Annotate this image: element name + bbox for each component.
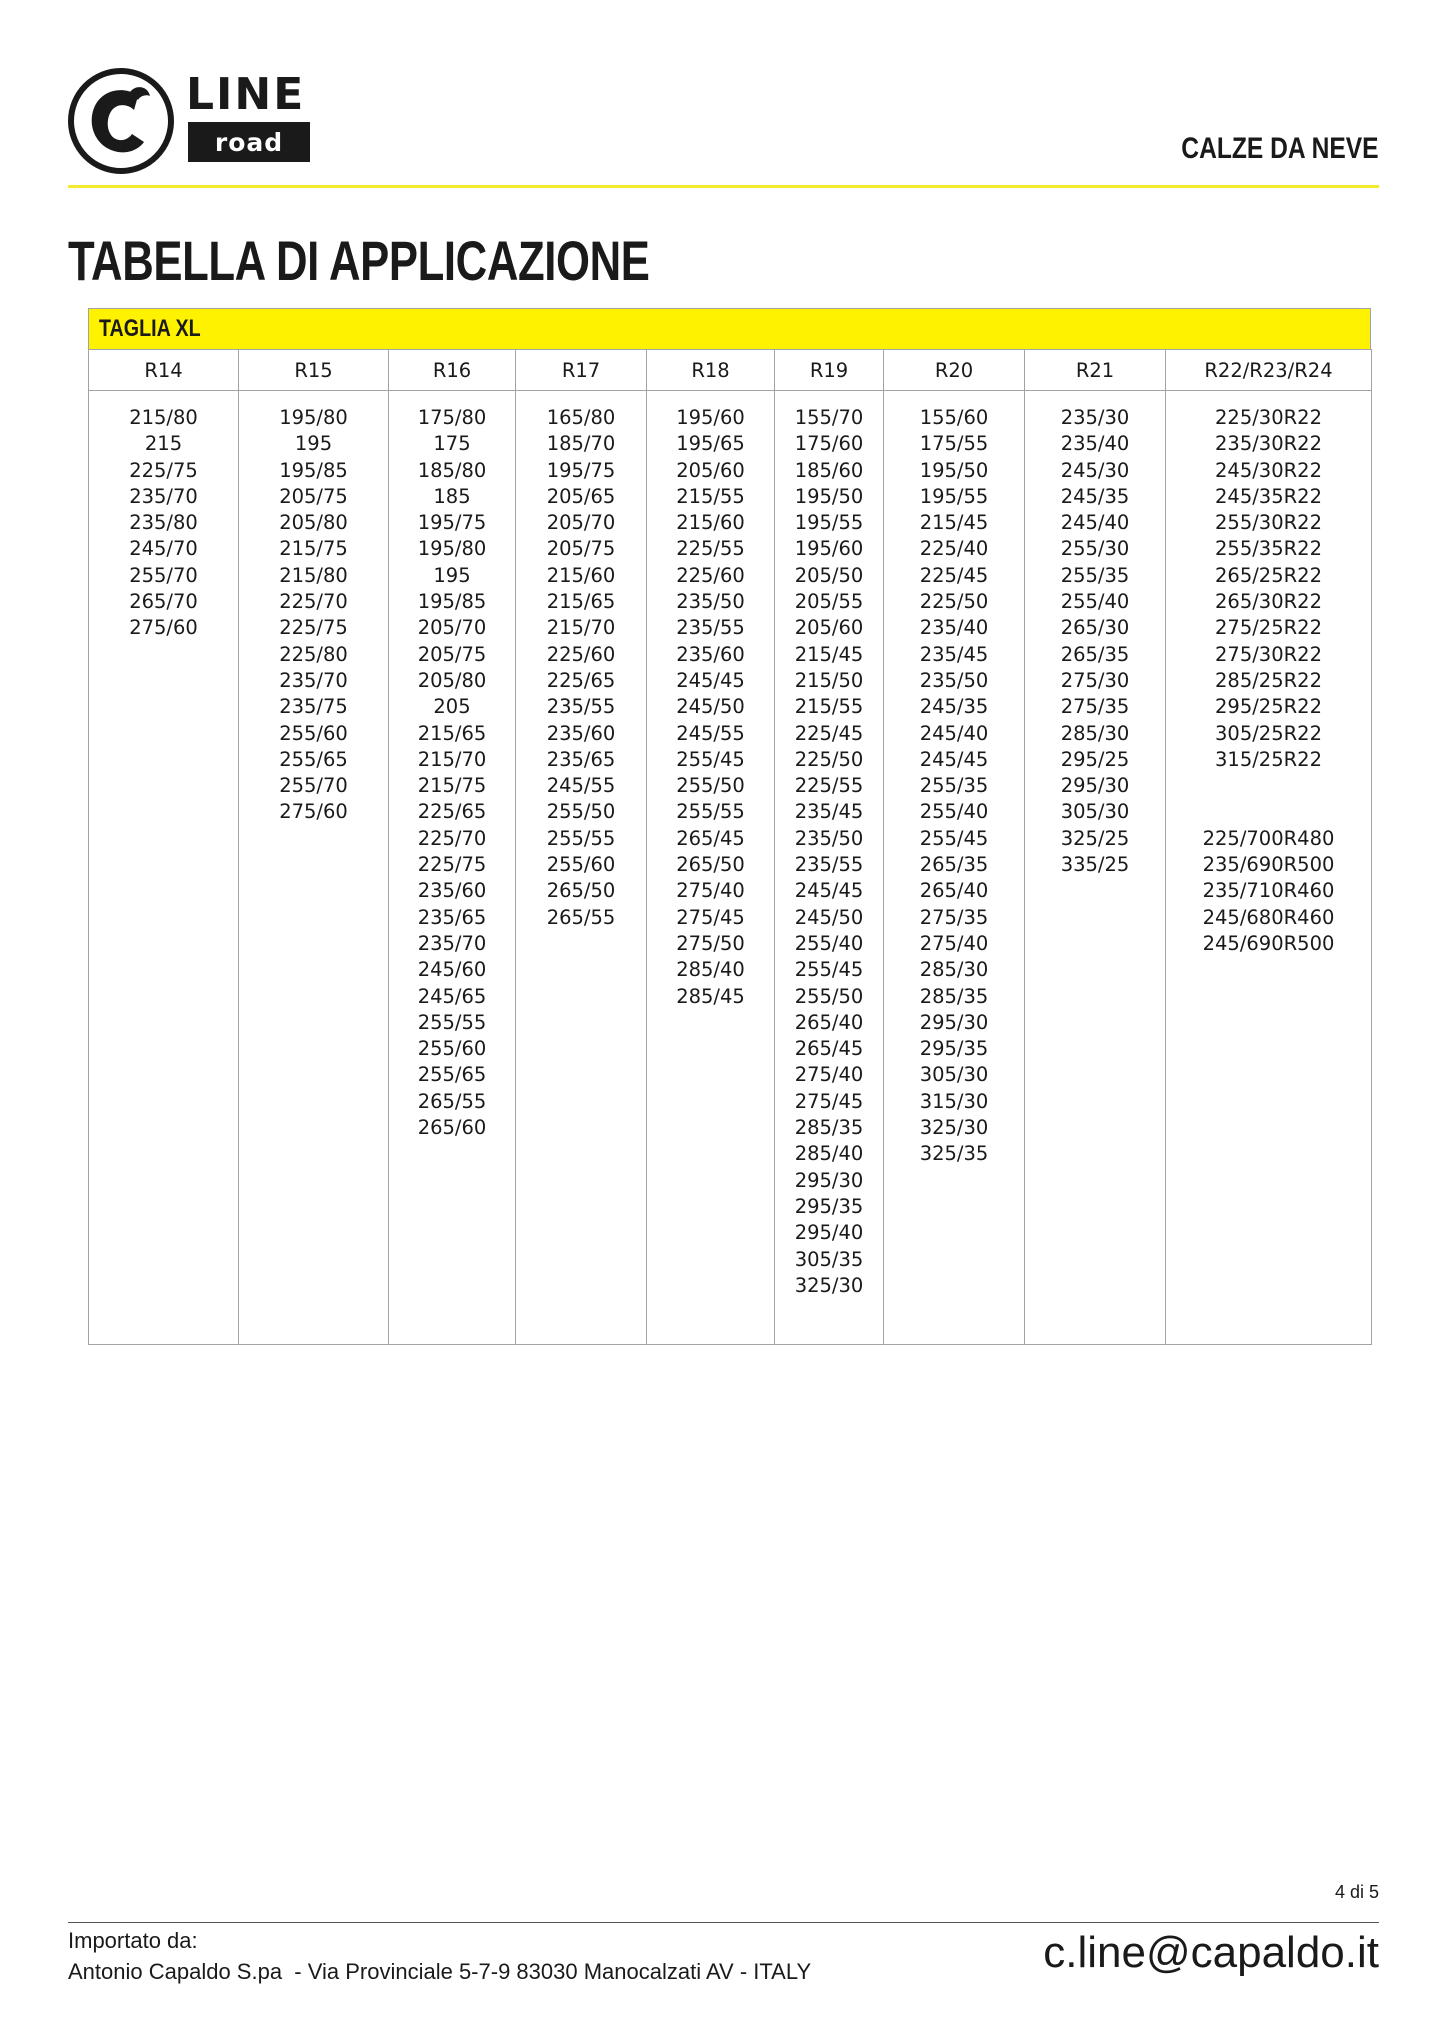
tire-size: 275/60 (279, 800, 348, 824)
tire-size: 235/75 (279, 695, 348, 719)
tire-size: 215/60 (676, 511, 745, 535)
table-header-row (89, 350, 1372, 391)
tire-size: 275/45 (794, 1089, 864, 1113)
tire-size: 225/65 (417, 800, 487, 824)
tire-size: 235/45 (919, 642, 989, 666)
tire-size: 245/35R22 (1215, 484, 1322, 508)
tire-size: 265/30R22 (1215, 590, 1322, 614)
tire-size: 195/80 (417, 537, 487, 561)
tire-size: 255/55 (676, 800, 745, 824)
tire-size: 265/35 (1060, 642, 1130, 666)
tire-size: 285/35 (794, 1116, 864, 1140)
tire-size: 325/30 (919, 1116, 989, 1140)
table-cell-r20 (884, 391, 1025, 1345)
tire-size: 225/80 (279, 642, 348, 666)
tire-size: 195/80 (279, 406, 348, 429)
tire-size: 305/30 (919, 1063, 989, 1087)
tire-size: 205/80 (417, 668, 487, 692)
tire-size: 325/35 (919, 1142, 989, 1166)
tire-size: 215/45 (919, 511, 989, 535)
tire-size: 255/50 (546, 800, 616, 824)
tire-size: 235/690R500 (1202, 853, 1335, 877)
table-row (89, 391, 1372, 1345)
tire-size: 315/25R22 (1215, 747, 1322, 771)
tire-size: 205/60 (794, 616, 864, 640)
tire-size: 275/25R22 (1215, 616, 1322, 640)
tire-size: 245/35 (919, 695, 989, 719)
tire-size: 215/55 (676, 484, 745, 508)
tire-size: 235/45 (794, 800, 864, 824)
tire-size: 185 (433, 484, 471, 508)
tire-size: 265/45 (794, 1037, 864, 1061)
column-header-r21: R21 (1025, 350, 1166, 391)
tire-size: 305/35 (794, 1247, 864, 1271)
tire-size: 265/40 (794, 1010, 864, 1034)
tire-size: 225/65 (546, 668, 616, 692)
tire-size: 215/75 (417, 774, 487, 798)
tire-size: 205 (433, 695, 471, 719)
tire-size: 235/80 (129, 511, 198, 535)
tire-size: 265/70 (129, 590, 198, 614)
tire-size: 275/40 (794, 1063, 864, 1087)
tire-size: 245/680R460 (1202, 905, 1335, 929)
tire-size: 255/30R22 (1215, 511, 1322, 535)
tire-size: 165/80 (546, 406, 616, 429)
tire-size: 255/60 (417, 1037, 487, 1061)
tire-size: 235/40 (919, 616, 989, 640)
tire-size: 255/45 (919, 826, 989, 850)
tire-size: 235/60 (676, 642, 745, 666)
tire-size: 205/70 (546, 511, 616, 535)
tire-size: 295/40 (794, 1221, 864, 1245)
tire-size: 235/50 (676, 590, 745, 614)
tire-size: 205/60 (676, 458, 745, 482)
tire-size: 255/45 (794, 958, 864, 982)
tire-size: 245/55 (676, 721, 745, 745)
page-number: 4 di 5 (1334, 1882, 1379, 1902)
tire-size: 255/55 (546, 826, 616, 850)
footer-divider (68, 1922, 1379, 1923)
tire-size: 215/80 (279, 563, 348, 587)
tire-size: 295/35 (919, 1037, 989, 1061)
tire-size: 185/80 (417, 458, 487, 482)
tire-size: 245/690R500 (1202, 931, 1335, 955)
tire-size: 275/40 (919, 931, 989, 955)
tire-size: 225/45 (919, 563, 989, 587)
tire-size: 235/70 (129, 484, 198, 508)
contact-email[interactable]: c.line@capaldo.it (1043, 1928, 1379, 1977)
tire-size: 195 (433, 563, 471, 587)
column-header-r16: R16 (389, 350, 516, 391)
logo-road-text: road (188, 122, 310, 162)
tire-size: 265/25R22 (1215, 563, 1322, 587)
tire-size: 255/65 (279, 747, 348, 771)
tire-size: 215/70 (546, 616, 616, 640)
tire-size: 235/70 (417, 931, 487, 955)
tire-size: 255/55 (417, 1010, 487, 1034)
tire-size: 225/75 (417, 853, 487, 877)
tire-size: 185/70 (546, 432, 616, 456)
size-banner (88, 308, 1371, 350)
tire-size: 235/50 (794, 826, 864, 850)
tire-size: 225/45 (794, 721, 864, 745)
column-header-r22-r23-r24: R22/R23/R24 (1166, 350, 1372, 391)
tire-size: 225/70 (417, 826, 487, 850)
tire-size: 245/50 (676, 695, 745, 719)
tire-size: 225/75 (129, 458, 198, 482)
tire-size: 185/60 (794, 458, 864, 482)
tire-size: 215/65 (546, 590, 616, 614)
tire-size: 245/40 (919, 721, 989, 745)
tire-size: 195 (294, 432, 333, 456)
tire-size: 205/80 (279, 511, 348, 535)
tire-size: 235/55 (794, 853, 864, 877)
tire-size: 215/45 (794, 642, 864, 666)
table-cell-r18 (647, 391, 775, 1345)
tire-size: 215/60 (546, 563, 616, 587)
tire-size: 255/45 (676, 747, 745, 771)
tire-size: 255/35 (1060, 563, 1130, 587)
tire-size: 205/75 (546, 537, 616, 561)
tire-size: 315/30 (919, 1089, 989, 1113)
tire-size: 205/55 (794, 590, 864, 614)
tire-size: 245/45 (794, 879, 864, 903)
tire-size: 235/70 (279, 668, 348, 692)
document-category: CALZE DA NEVE (1181, 132, 1379, 165)
column-header-r17: R17 (516, 350, 647, 391)
tire-size: 295/30 (794, 1168, 864, 1192)
tire-size: 265/40 (919, 879, 989, 903)
tire-size: 285/45 (676, 984, 745, 1008)
tire-size: 215/65 (417, 721, 487, 745)
tire-size: 295/25R22 (1215, 695, 1322, 719)
application-table (88, 349, 1372, 1345)
table-cell-r16 (389, 391, 516, 1345)
tire-size: 245/40 (1060, 511, 1130, 535)
tire-size: 175/60 (794, 432, 864, 456)
tire-size: 335/25 (1060, 853, 1130, 877)
tire-size: 215 (144, 432, 183, 456)
tire-size: 195/55 (919, 484, 989, 508)
brand-logo (68, 68, 318, 178)
tire-size: 225/55 (676, 537, 745, 561)
tire-size: 255/60 (546, 853, 616, 877)
tire-size: 245/30R22 (1215, 458, 1322, 482)
tire-size: 225/40 (919, 537, 989, 561)
header-divider (68, 185, 1379, 188)
tire-size: 245/70 (129, 537, 198, 561)
page-title: TABELLA DI APPLICAZIONE (68, 229, 650, 292)
tire-size: 255/40 (919, 800, 989, 824)
tire-size: 225/60 (676, 563, 745, 587)
size-label: TAGLIA XL (99, 315, 201, 342)
table-cell-r14 (89, 391, 239, 1345)
tire-size: 245/35 (1060, 484, 1130, 508)
tire-size: 245/45 (919, 747, 989, 771)
tire-size: 275/35 (1060, 695, 1130, 719)
tire-size: 235/30R22 (1215, 432, 1322, 456)
tire-size: 195/75 (546, 458, 616, 482)
tire-size: 175/55 (919, 432, 989, 456)
tire-size: 285/40 (794, 1142, 864, 1166)
tire-size: 255/70 (129, 563, 198, 587)
tire-size: 205/75 (417, 642, 487, 666)
tire-size: 255/70 (279, 774, 348, 798)
tire-size: 285/40 (676, 958, 745, 982)
tire-size: 245/55 (546, 774, 616, 798)
tire-size: 195/85 (417, 590, 487, 614)
tire-size: 255/40 (1060, 590, 1130, 614)
tire-size: 235/40 (1060, 432, 1130, 456)
tire-size: 265/55 (546, 905, 616, 929)
column-header-r19: R19 (775, 350, 884, 391)
tire-size: 225/55 (794, 774, 864, 798)
tire-size (1166, 773, 1371, 799)
tire-size: 215/70 (417, 747, 487, 771)
tire-size: 225/75 (279, 616, 348, 640)
tire-size: 265/55 (417, 1089, 487, 1113)
tire-size: 235/30 (1060, 406, 1130, 429)
tire-size: 155/70 (794, 406, 864, 429)
tire-size: 265/50 (546, 879, 616, 903)
tire-size: 275/30R22 (1215, 642, 1322, 666)
tire-size: 275/50 (676, 931, 745, 955)
column-header-r18: R18 (647, 350, 775, 391)
tire-size: 195/55 (794, 511, 864, 535)
tire-size: 275/30 (1060, 668, 1130, 692)
logo-line-text: LINE (186, 69, 306, 120)
table-cell-r19 (775, 391, 884, 1345)
tire-size: 215/50 (794, 668, 864, 692)
tire-size: 275/60 (129, 616, 198, 640)
tire-size: 255/50 (794, 984, 864, 1008)
tire-size: 295/35 (794, 1194, 864, 1218)
tire-size: 255/65 (417, 1063, 487, 1087)
tire-size: 225/50 (794, 747, 864, 771)
table-cell-r22-r23-r24 (1166, 391, 1372, 1345)
tire-size: 255/35R22 (1215, 537, 1322, 561)
tire-size: 285/25R22 (1215, 668, 1322, 692)
tire-size: 155/60 (919, 406, 989, 429)
tire-size: 275/40 (676, 879, 745, 903)
tire-size: 225/50 (919, 590, 989, 614)
tire-size: 245/60 (417, 958, 487, 982)
tire-size: 275/35 (919, 905, 989, 929)
importer-address: Antonio Capaldo S.pa - Via Provinciale 5-7-9 83030 Manocalzati AV - ITALY (68, 1959, 812, 1984)
tire-size: 285/35 (919, 984, 989, 1008)
tire-size: 325/30 (794, 1273, 864, 1297)
tire-size: 255/60 (279, 721, 348, 745)
tire-size: 235/55 (546, 695, 616, 719)
tire-size: 235/55 (676, 616, 745, 640)
column-header-r14: R14 (89, 350, 239, 391)
tire-size: 265/35 (919, 853, 989, 877)
tire-size: 205/75 (279, 484, 348, 508)
tire-size: 235/50 (919, 668, 989, 692)
tire-size: 255/35 (919, 774, 989, 798)
tire-size: 245/45 (676, 668, 745, 692)
tire-size: 305/30 (1060, 800, 1130, 824)
tire-size (1166, 799, 1371, 825)
tire-size: 235/65 (417, 905, 487, 929)
tire-size: 235/60 (417, 879, 487, 903)
tire-size: 215/80 (129, 406, 198, 429)
tire-size: 265/45 (676, 826, 745, 850)
tire-size: 245/50 (794, 905, 864, 929)
tire-size: 325/25 (1060, 826, 1130, 850)
tire-size: 255/50 (676, 774, 745, 798)
tire-size: 235/710R460 (1202, 879, 1335, 903)
table-cell-r21 (1025, 391, 1166, 1345)
tire-size: 225/70 (279, 590, 348, 614)
tire-size: 265/30 (1060, 616, 1130, 640)
tire-size: 245/30 (1060, 458, 1130, 482)
tire-size: 195/60 (676, 406, 745, 429)
tire-size: 205/70 (417, 616, 487, 640)
tire-size: 295/25 (1060, 747, 1130, 771)
column-header-r15: R15 (239, 350, 389, 391)
column-header-r20: R20 (884, 350, 1025, 391)
tire-size: 195/60 (794, 537, 864, 561)
tire-size: 205/65 (546, 484, 616, 508)
tire-size: 265/60 (417, 1116, 487, 1140)
tire-size: 205/50 (794, 563, 864, 587)
tire-size: 275/45 (676, 905, 745, 929)
tire-size: 235/65 (546, 747, 616, 771)
tire-size: 305/25R22 (1215, 721, 1322, 745)
tire-size: 225/60 (546, 642, 616, 666)
tire-size: 225/700R480 (1202, 826, 1335, 850)
tire-size: 175 (433, 432, 471, 456)
tire-size: 245/65 (417, 984, 487, 1008)
table-cell-r15 (239, 391, 389, 1345)
tire-size: 285/30 (919, 958, 989, 982)
brand-emblem-icon (68, 68, 174, 174)
tire-size: 265/50 (676, 853, 745, 877)
tire-size: 175/80 (417, 406, 487, 429)
tire-size: 215/75 (279, 537, 348, 561)
tire-size: 295/30 (919, 1010, 989, 1034)
tire-size: 195/65 (676, 432, 745, 456)
tire-size: 235/60 (546, 721, 616, 745)
tire-size: 195/50 (794, 484, 864, 508)
tire-size: 195/50 (919, 458, 989, 482)
tire-size: 225/30R22 (1215, 406, 1322, 429)
importer-label: Importato da: (68, 1928, 198, 1953)
tire-size: 195/85 (279, 458, 348, 482)
table-cell-r17 (516, 391, 647, 1345)
tire-size: 285/30 (1060, 721, 1130, 745)
tire-size: 195/75 (417, 511, 487, 535)
tire-size: 255/40 (794, 931, 864, 955)
tire-size: 215/55 (794, 695, 864, 719)
tire-size: 295/30 (1060, 774, 1130, 798)
tire-size: 255/30 (1060, 537, 1130, 561)
